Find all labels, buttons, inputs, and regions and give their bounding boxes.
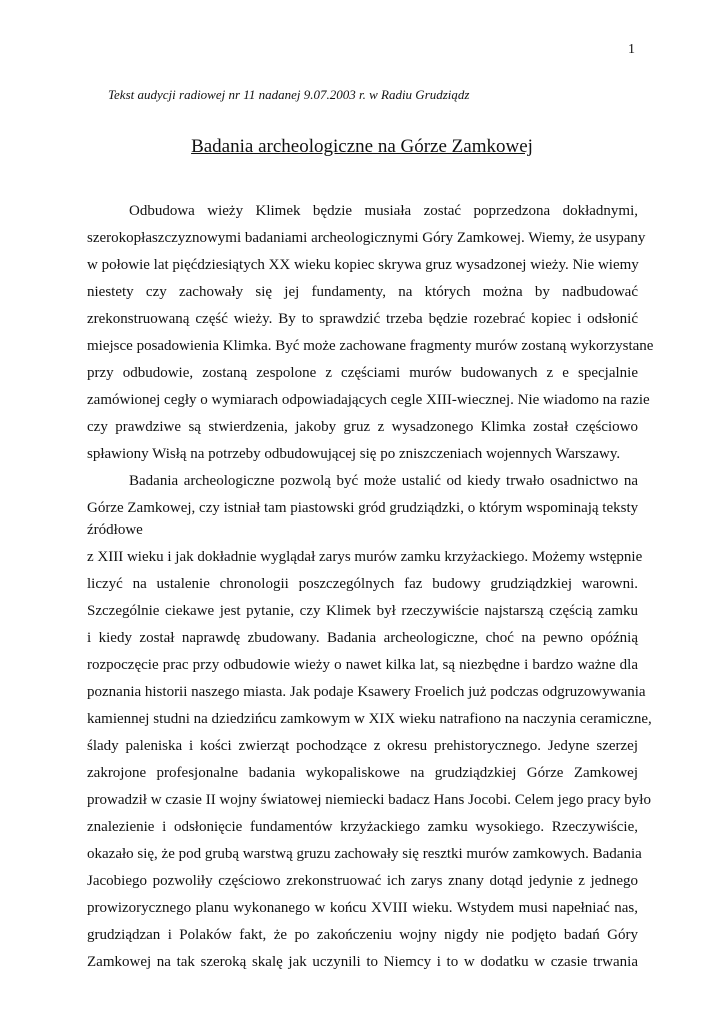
text-line: poznania historii naszego miasta. Jak podaje Ksawery Froelich już podczas odgruzowywania: [87, 684, 646, 700]
text-line: źródłowe: [87, 522, 143, 538]
text-line: przy odbudowie, zostaną zespolone z częściami murów budowanych z e specjalnie: [87, 365, 638, 381]
text-line: ślady paleniska i kości zwierząt pochodzące z okresu prehistorycznego. Jedyne szerzej: [87, 738, 638, 754]
broadcast-subtitle: Tekst audycji radiowej nr 11 nadanej 9.07.2003 r. w Radiu Grudziądz: [108, 87, 470, 102]
text-line: w połowie lat pięćdziesiątych XX wieku kopiec skrywa gruz wysadzonej wieży. Nie wiemy: [87, 257, 639, 273]
text-line: Szczególnie ciekawe jest pytanie, czy Klimek był rzeczywiście najstarszą częścią zamku: [87, 603, 638, 619]
text-line: i kiedy został naprawdę zbudowany. Badania archeologiczne, choć na pewno opóźnią: [87, 630, 638, 646]
text-line: z XIII wieku i jak dokładnie wyglądał zarys murów zamku krzyżackiego. Możemy wstępnie: [87, 549, 643, 565]
text-line: czy prawdziwe są stwierdzenia, jakoby gruz z wysadzonego Klimka został częściowo: [87, 419, 638, 435]
text-line: kamiennej studni na dziedzińcu zamkowym w XIX wieku natrafiono na naczynia ceramiczne,: [87, 711, 652, 727]
text-line: Badania archeologiczne pozwolą być może ustalić od kiedy trwało osadnictwo na: [129, 473, 638, 489]
text-line: rozpoczęcie prac przy odbudowie wieży o nawet kilka lat, są niezbędne i bardzo ważne dla: [87, 657, 638, 673]
text-line: zrekonstruowaną część wieży. By to sprawdzić trzeba będzie rozebrać kopiec i odsłonić: [87, 311, 638, 327]
text-line: znalezienie i odsłonięcie fundamentów krzyżackiego zamku wysokiego. Rzeczywiście,: [87, 819, 638, 835]
text-line: Górze Zamkowej, czy istniał tam piastowski gród grudziądzki, o którym wspominają teksty: [87, 500, 639, 516]
text-line: zakrojone profesjonalne badania wykopaliskowe na grudziądzkiej Górze Zamkowej: [87, 765, 638, 781]
text-line: prowadził w czasie II wojny światowej niemiecki badacz Hans Jocobi. Celem jego pracy było: [87, 792, 651, 808]
text-line: okazało się, że pod grubą warstwą gruzu zachowały się resztki murów zamkowych. Badania: [87, 846, 642, 862]
text-line: liczyć na ustalenie chronologii poszczególnych faz budowy grudziądzkiej warowni.: [87, 576, 638, 592]
text-line: spławiony Wisłą na potrzeby odbudowującej się po zniszczeniach wojennych Warszawy.: [87, 446, 621, 462]
text-line: prowizorycznego planu wykonanego w końcu XVIII wieku. Wstydem musi napełniać nas,: [87, 900, 638, 916]
text-line: Zamkowej na tak szeroką skalę jak uczynili to Niemcy i to w dodatku w czasie trwania: [87, 954, 638, 970]
text-line: zamówionej cegły o wymiarach odpowiadających cegle XIII-wiecznej. Nie wiadomo na razie: [87, 392, 650, 408]
text-line: grudziądzan i Polaków fakt, że po zakończeniu wojny nigdy nie podjęto badań Góry: [87, 927, 638, 943]
text-line: Jacobiego pozwoliły częściowo zrekonstruować ich zarys znany dotąd jedynie z jednego: [87, 873, 638, 889]
text-line: niestety czy zachowały się jej fundamenty, na których można by nadbudować: [87, 284, 638, 300]
text-line: miejsce posadowienia Klimka. Być może zachowane fragmenty murów zostaną wykorzystane: [87, 338, 654, 354]
text-line: szerokopłaszczyznowymi badaniami archeologicznymi Góry Zamkowej. Wiemy, że usypany: [87, 230, 646, 246]
document-title: Badania archeologiczne na Górze Zamkowej: [191, 136, 533, 157]
text-line: Odbudowa wieży Klimek będzie musiała zostać poprzedzona dokładnymi,: [129, 203, 638, 219]
page-number: 1: [628, 42, 635, 57]
